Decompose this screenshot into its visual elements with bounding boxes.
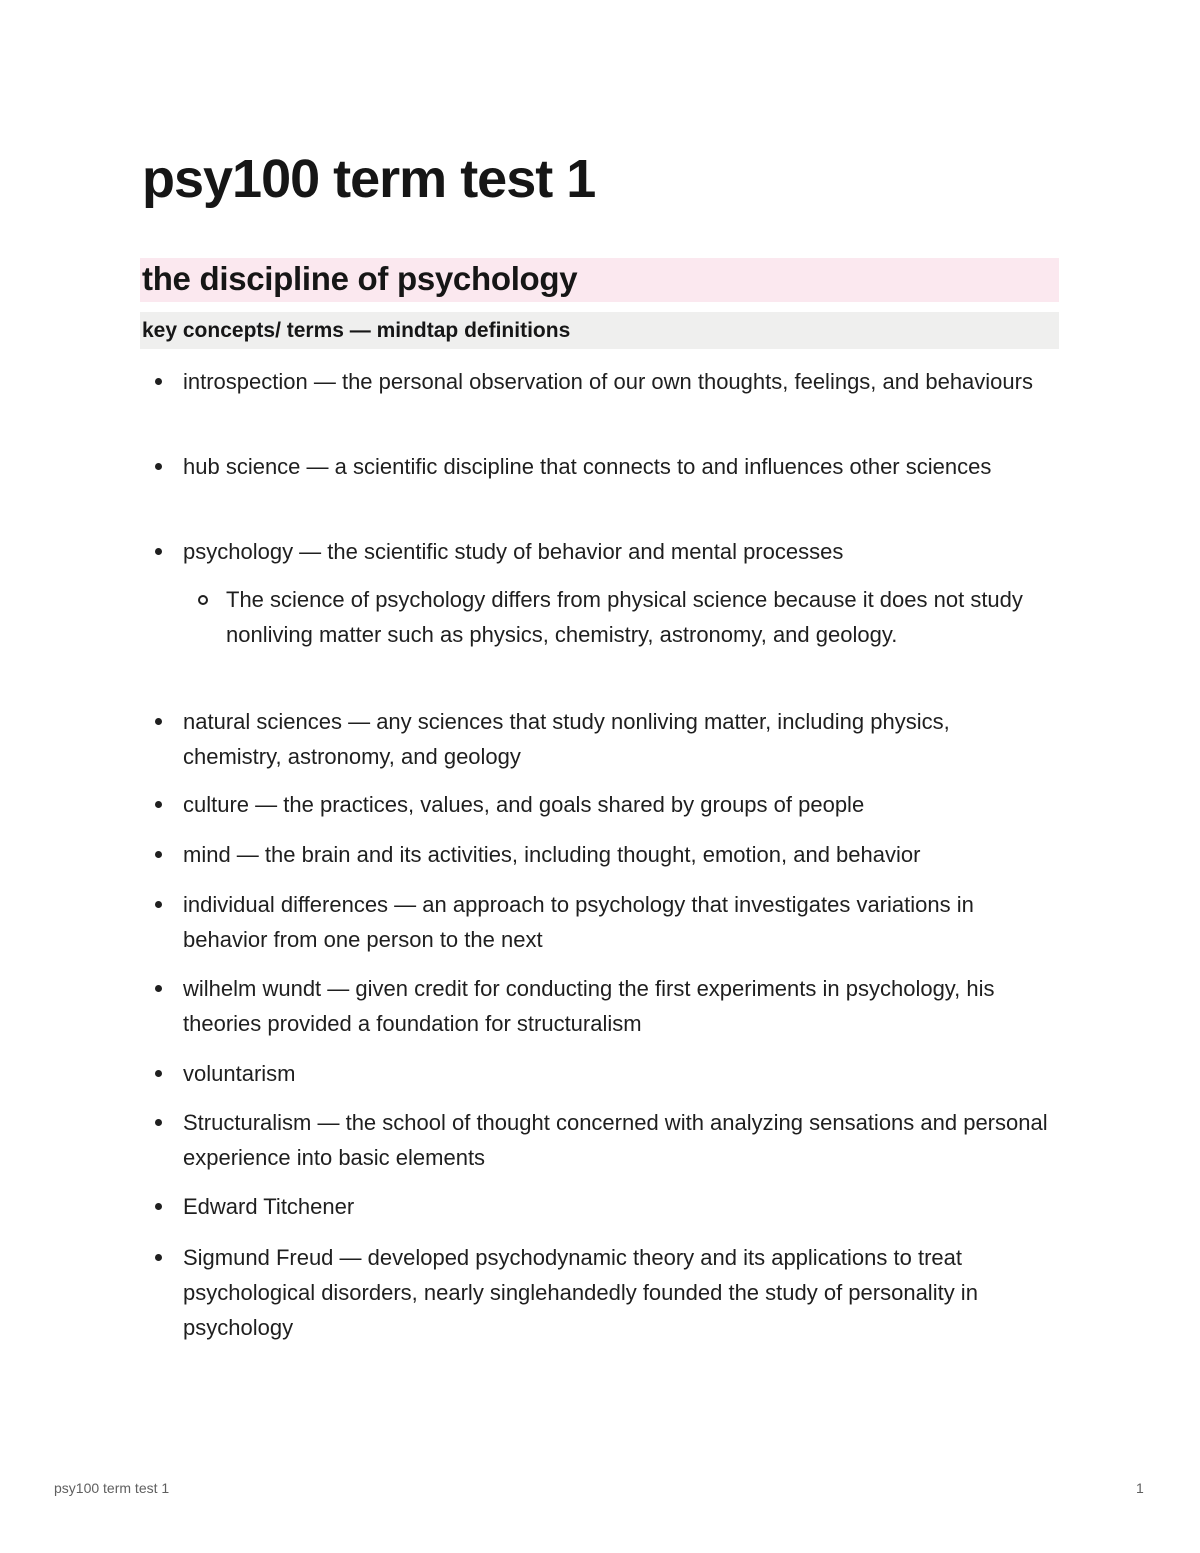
list-item (183, 1056, 1053, 1091)
list-item (183, 887, 1053, 957)
bullet-icon (155, 851, 162, 858)
bullet-icon (155, 718, 162, 725)
bullet-icon (155, 901, 162, 908)
list-item (183, 449, 1053, 484)
list-item-text: Edward Titchener (183, 1194, 355, 1219)
bullet-icon (155, 1119, 162, 1126)
list-item-text: Structuralism — the school of thought concerned with analyzing sensations and personal experience into basic elements (183, 1110, 1048, 1170)
footer-document-title: psy100 term test 1 (54, 1480, 170, 1496)
list-item-text: psychology — the scientific study of behavior and mental processes (183, 539, 844, 564)
list-item (183, 534, 1053, 569)
bullet-icon (155, 1203, 162, 1210)
hollow-bullet-icon (198, 595, 208, 605)
list-item-text: individual differences — an approach to psychology that investigates variations in behavior from one person to the next (183, 892, 974, 952)
page-title: psy100 term test 1 (142, 149, 596, 209)
list-item-text: hub science — a scientific discipline that connects to and influences other sciences (183, 454, 992, 479)
list-item (183, 837, 1053, 872)
bullet-icon (155, 378, 162, 385)
subheading-block (140, 312, 1059, 349)
list-item (183, 364, 1053, 399)
list-item-text: culture — the practices, values, and goals shared by groups of people (183, 792, 865, 817)
list-item-text: natural sciences — any sciences that study nonliving matter, including physics, chemistry, astronomy, and geology (183, 709, 950, 769)
bullet-icon (155, 985, 162, 992)
list-subitem-text: The science of psychology differs from physical science because it does not study nonliving matter such as physics, chemistry, astronomy, and geology. (226, 587, 1023, 647)
bullet-icon (155, 548, 162, 555)
list-item (183, 1189, 1053, 1224)
subheading: key concepts/ terms — mindtap definitions (142, 319, 571, 342)
list-item (183, 787, 1053, 822)
list-item (183, 704, 1053, 774)
list-item-text: introspection — the personal observation of our own thoughts, feelings, and behaviours (183, 369, 1033, 394)
bullet-icon (155, 801, 162, 808)
list-item-text: Sigmund Freud — developed psychodynamic theory and its applications to treat psychological disorders, nearly singlehandedly founded the study of personality in psychology (183, 1245, 978, 1340)
list-item-text: voluntarism (183, 1061, 296, 1086)
list-item (183, 971, 1053, 1041)
list-subitem (226, 582, 1056, 652)
list-item (183, 1105, 1053, 1175)
bullet-icon (155, 463, 162, 470)
section-heading: the discipline of psychology (142, 260, 578, 297)
bullet-icon (155, 1254, 162, 1261)
list-item (183, 1240, 1053, 1345)
bullet-icon (155, 1070, 162, 1077)
list-item-text: mind — the brain and its activities, including thought, emotion, and behavior (183, 842, 921, 867)
section-heading-block (140, 258, 1059, 302)
footer-page-number: 1 (1136, 1480, 1144, 1496)
list-item-text: wilhelm wundt — given credit for conducting the first experiments in psychology, his theories provided a foundation for structuralism (183, 976, 995, 1036)
